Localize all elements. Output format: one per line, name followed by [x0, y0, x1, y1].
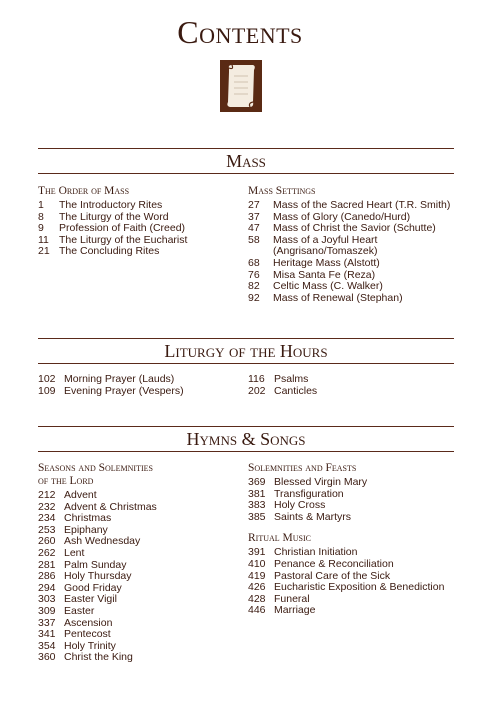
- hours-right-column: [248, 374, 448, 397]
- entry-title: (Angrisano/Tomaszek): [273, 245, 378, 258]
- page-number: 286: [38, 570, 56, 583]
- page-number: 410: [248, 557, 266, 570]
- entry-title: Mass of the Sacred Heart (T.R. Smith): [273, 199, 451, 211]
- seasons-column: [38, 462, 238, 664]
- page-number: 68: [248, 256, 260, 269]
- page-number: 341: [38, 628, 56, 641]
- section-title: Mass: [226, 151, 266, 171]
- entry-title: Advent: [64, 489, 97, 501]
- page-number: 303: [38, 593, 56, 606]
- page-number: 92: [248, 291, 260, 304]
- page-number: 426: [248, 581, 266, 594]
- order-of-mass-column: [38, 185, 238, 258]
- page-number: 294: [38, 581, 56, 594]
- entry-title: Mass of Renewal (Stephan): [273, 291, 403, 304]
- scroll-icon: [220, 60, 262, 112]
- section-title: Liturgy of the Hours: [164, 341, 328, 361]
- entry-title: Blessed Virgin Mary: [274, 476, 368, 488]
- toc-entry: [38, 246, 238, 258]
- toc-entry: [248, 559, 468, 571]
- page-number: 253: [38, 523, 56, 536]
- entry-title: Easter Vigil: [64, 593, 117, 606]
- toc-entry: [38, 606, 238, 618]
- entry-title: Misa Santa Fe (Reza): [273, 268, 376, 281]
- mass-settings-column: [248, 185, 458, 304]
- page-number: 109: [38, 384, 56, 397]
- entry-title: Christmas: [64, 512, 112, 525]
- entry-title: The Liturgy of the Word: [59, 210, 169, 223]
- entry-title: Pastoral Care of the Sick: [274, 569, 391, 582]
- entry-title: Psalms: [274, 373, 309, 385]
- feasts-ritual-column: [248, 462, 468, 617]
- entry-title: Christian Initiation: [274, 546, 358, 559]
- entry-title: Holy Trinity: [64, 639, 116, 652]
- page-number: 419: [248, 569, 266, 582]
- entry-title: Profession of Faith (Creed): [59, 222, 186, 235]
- entry-title: Holy Cross: [274, 499, 326, 512]
- entry-title: Epiphany: [64, 523, 108, 536]
- hours-left-column: [38, 374, 238, 397]
- entry-title: Mass of Glory (Canedo/Hurd): [273, 210, 411, 223]
- entry-title: Penance & Reconciliation: [274, 557, 394, 570]
- entry-title: Celtic Mass (C. Walker): [273, 280, 383, 293]
- page-number: 9: [38, 222, 44, 235]
- toc-entry: [38, 374, 238, 386]
- section-heading-hours: [38, 338, 454, 364]
- page-number: 82: [248, 280, 260, 293]
- toc-entry: [248, 512, 468, 524]
- entry-title: Heritage Mass (Alstott): [273, 256, 380, 269]
- toc-entry: [248, 605, 468, 617]
- page-number: 260: [38, 535, 56, 548]
- entry-title: Ascension: [64, 616, 113, 629]
- toc-entry: [248, 200, 458, 212]
- entry-title: The Introductory Rites: [59, 199, 163, 211]
- entry-title: Transfiguration: [274, 487, 344, 500]
- page-number: 58: [248, 233, 260, 246]
- toc-entry: [38, 200, 238, 212]
- page-number: 232: [38, 500, 56, 513]
- page-number: 354: [38, 639, 56, 652]
- page-number: 234: [38, 512, 56, 525]
- page-number: 1: [38, 199, 44, 211]
- entry-title: The Concluding Rites: [59, 245, 160, 258]
- page-number: 102: [38, 373, 56, 385]
- page-title: Contents: [177, 14, 303, 50]
- toc-entry: [38, 386, 238, 398]
- entry-title: Pentecost: [64, 628, 111, 641]
- entry-title: Palm Sunday: [64, 558, 127, 571]
- page-number: 202: [248, 384, 266, 397]
- page-number: 281: [38, 558, 56, 571]
- entry-title: Morning Prayer (Lauds): [64, 373, 175, 385]
- subsection-heading: Mass Settings: [248, 185, 316, 197]
- toc-entry: [38, 548, 238, 560]
- page-number: 262: [38, 546, 56, 559]
- toc-entry: [248, 281, 458, 293]
- page-number: 391: [248, 546, 266, 559]
- page-number: 446: [248, 604, 266, 617]
- page-number: 383: [248, 499, 266, 512]
- entry-title: Advent & Christmas: [64, 500, 157, 513]
- page-number: 369: [248, 476, 266, 488]
- subsection-heading: Ritual Music: [248, 532, 311, 545]
- entry-title: Marriage: [274, 604, 316, 617]
- subsection-heading-line1: Seasons and Solemnities: [38, 462, 153, 474]
- page-number: 37: [248, 210, 260, 223]
- page-number: 11: [38, 233, 49, 246]
- page-number: 360: [38, 651, 56, 664]
- page-number: 385: [248, 510, 266, 523]
- subsection-heading: The Order of Mass: [38, 185, 130, 197]
- section-heading-mass: [38, 148, 454, 174]
- page-number: 337: [38, 616, 56, 629]
- entry-title: Holy Thursday: [64, 570, 132, 583]
- toc-entry: [248, 374, 448, 386]
- page-number: 76: [248, 268, 260, 281]
- toc-entry: [248, 477, 468, 489]
- entry-title: The Liturgy of the Eucharist: [59, 233, 188, 246]
- entry-title: Ash Wednesday: [64, 535, 141, 548]
- page-number: 309: [38, 604, 56, 617]
- page-number: 116: [248, 373, 265, 385]
- entry-title: Canticles: [274, 384, 318, 397]
- entry-title: Saints & Martyrs: [274, 510, 352, 523]
- subsection-heading-line2: of the Lord: [38, 475, 94, 487]
- entry-title: Mass of a Joyful Heart: [273, 233, 378, 246]
- entry-title: Evening Prayer (Vespers): [64, 384, 184, 397]
- entry-title: Mass of Christ the Savior (Schutte): [273, 222, 436, 235]
- entry-title: Eucharistic Exposition & Benediction: [274, 581, 445, 594]
- page-number: 428: [248, 592, 266, 605]
- entry-title: Funeral: [274, 592, 310, 605]
- subsection-heading: Solemnities and Feasts: [248, 462, 357, 474]
- toc-entry: [248, 258, 458, 270]
- page-number: 212: [38, 489, 56, 501]
- toc-entry: [248, 386, 448, 398]
- section-heading-hymns: [38, 426, 454, 452]
- page-number: 21: [38, 245, 50, 258]
- entry-title: Christ the King: [64, 651, 133, 664]
- toc-entry: [38, 490, 238, 502]
- toc-entry: [38, 629, 238, 641]
- entry-title: Good Friday: [64, 581, 122, 594]
- page-number: 8: [38, 210, 44, 223]
- toc-entry: [38, 571, 238, 583]
- page-number: 47: [248, 222, 260, 235]
- entry-title: Lent: [64, 546, 85, 559]
- section-title: Hymns & Songs: [186, 429, 306, 449]
- page-number: 381: [248, 487, 266, 500]
- toc-entry: [248, 582, 468, 594]
- toc-entry: [38, 652, 238, 664]
- page-number: 27: [248, 199, 260, 211]
- entry-title: Easter: [64, 604, 95, 617]
- toc-entry: [248, 293, 458, 305]
